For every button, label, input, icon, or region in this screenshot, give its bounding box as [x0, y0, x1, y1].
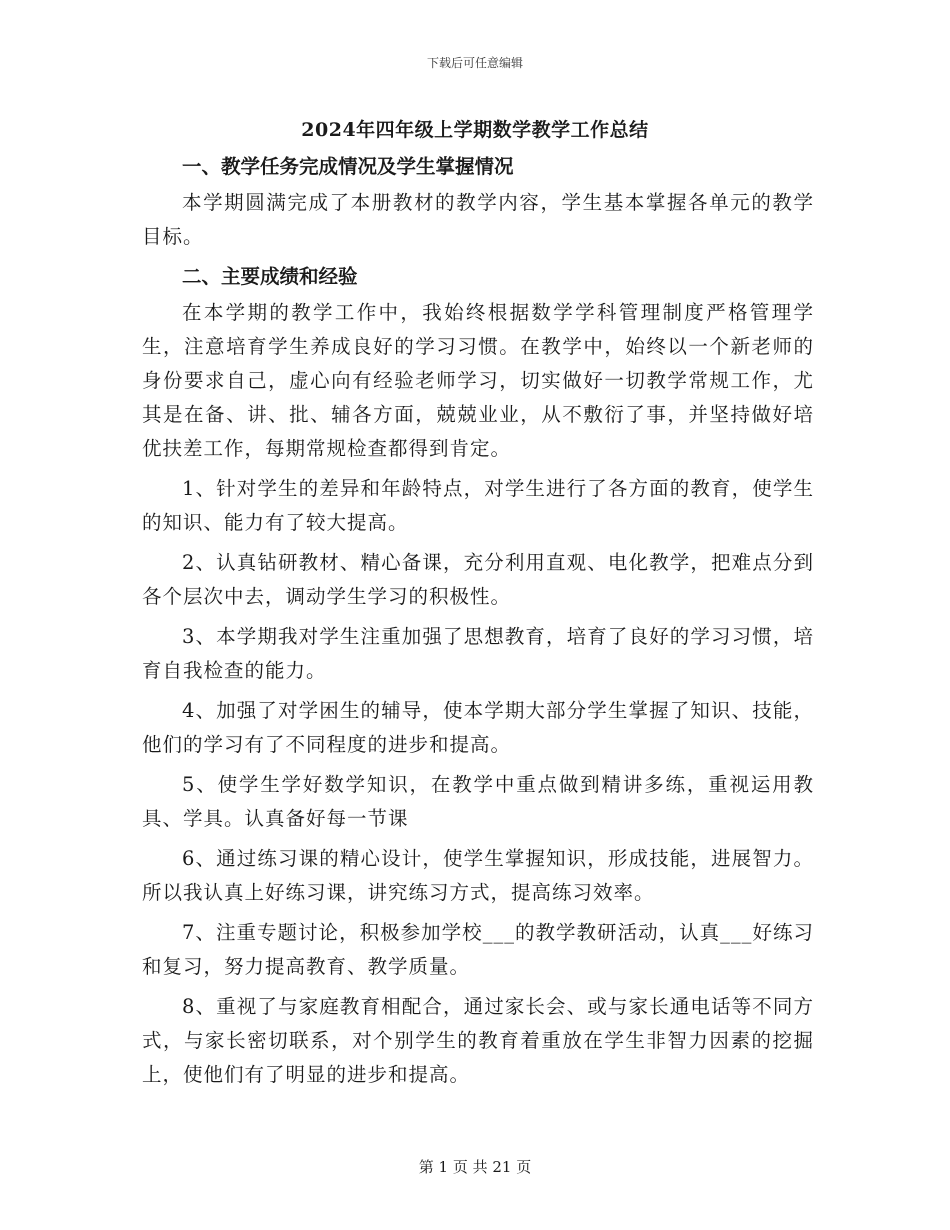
- section-heading-1: 一、教学任务完成情况及学生掌握情况: [182, 155, 514, 178]
- document-body: [142, 150, 814, 1098]
- list-item-8: 8、重视了与家庭教育相配合，通过家长会、或与家长通电话等不同方式，与家长密切联系，对个别学生的教育着重放在学生非智力因素的挖掘上，使他们有了明显的进步和提高。: [142, 995, 814, 1086]
- section-heading-2: 二、主要成绩和经验: [182, 265, 358, 288]
- paragraph: 在本学期的教学工作中，我始终根据数学学科管理制度严格管理学生，注意培育学生养成良好的学习习惯。在教学中，始终以一个新老师的身份要求自己，虚心向有经验老师学习，切实做好一切教学常规工作，尤其是在备、讲、批、辅各方面，兢兢业业，从不敷衍了事，并坚持做好培优扶差工作，每期常规检查都得到肯定。: [142, 301, 814, 460]
- paragraph: 本学期圆满完成了本册教材的教学内容，学生基本掌握各单元的教学目标。: [142, 191, 814, 248]
- document-title: 2024年四年级上学期数学教学工作总结: [301, 119, 649, 141]
- header-note: 下载后可任意编辑: [426, 56, 523, 70]
- list-item-3: 3、本学期我对学生注重加强了思想教育，培育了良好的学习习惯，培育自我检查的能力。: [142, 625, 814, 682]
- list-item-5: 5、使学生学好数学知识，在教学中重点做到精讲多练，重视运用教具、学具。认真备好每一节课: [142, 773, 814, 830]
- list-item-1: 1、针对学生的差异和年龄特点，对学生进行了各方面的教育，使学生的知识、能力有了较大提高。: [142, 477, 814, 534]
- list-item-2: 2、认真钻研教材、精心备课，充分利用直观、电化教学，把难点分到各个层次中去，调动学生学习的积极性。: [142, 551, 814, 608]
- list-item-7: 7、注重专题讨论，积极参加学校___的教学教研活动，认真___好练习和复习，努力提高教育、教学质量。: [142, 921, 814, 978]
- list-item-4: 4、加强了对学困生的辅导，使本学期大部分学生掌握了知识、技能，他们的学习有了不同程度的进步和提高。: [142, 699, 814, 756]
- page-number-footer: 第 1 页 共 21 页: [418, 1158, 532, 1176]
- list-item-6: 6、通过练习课的精心设计，使学生掌握知识，形成技能，进展智力。所以我认真上好练习课，讲究练习方式，提高练习效率。: [142, 847, 814, 904]
